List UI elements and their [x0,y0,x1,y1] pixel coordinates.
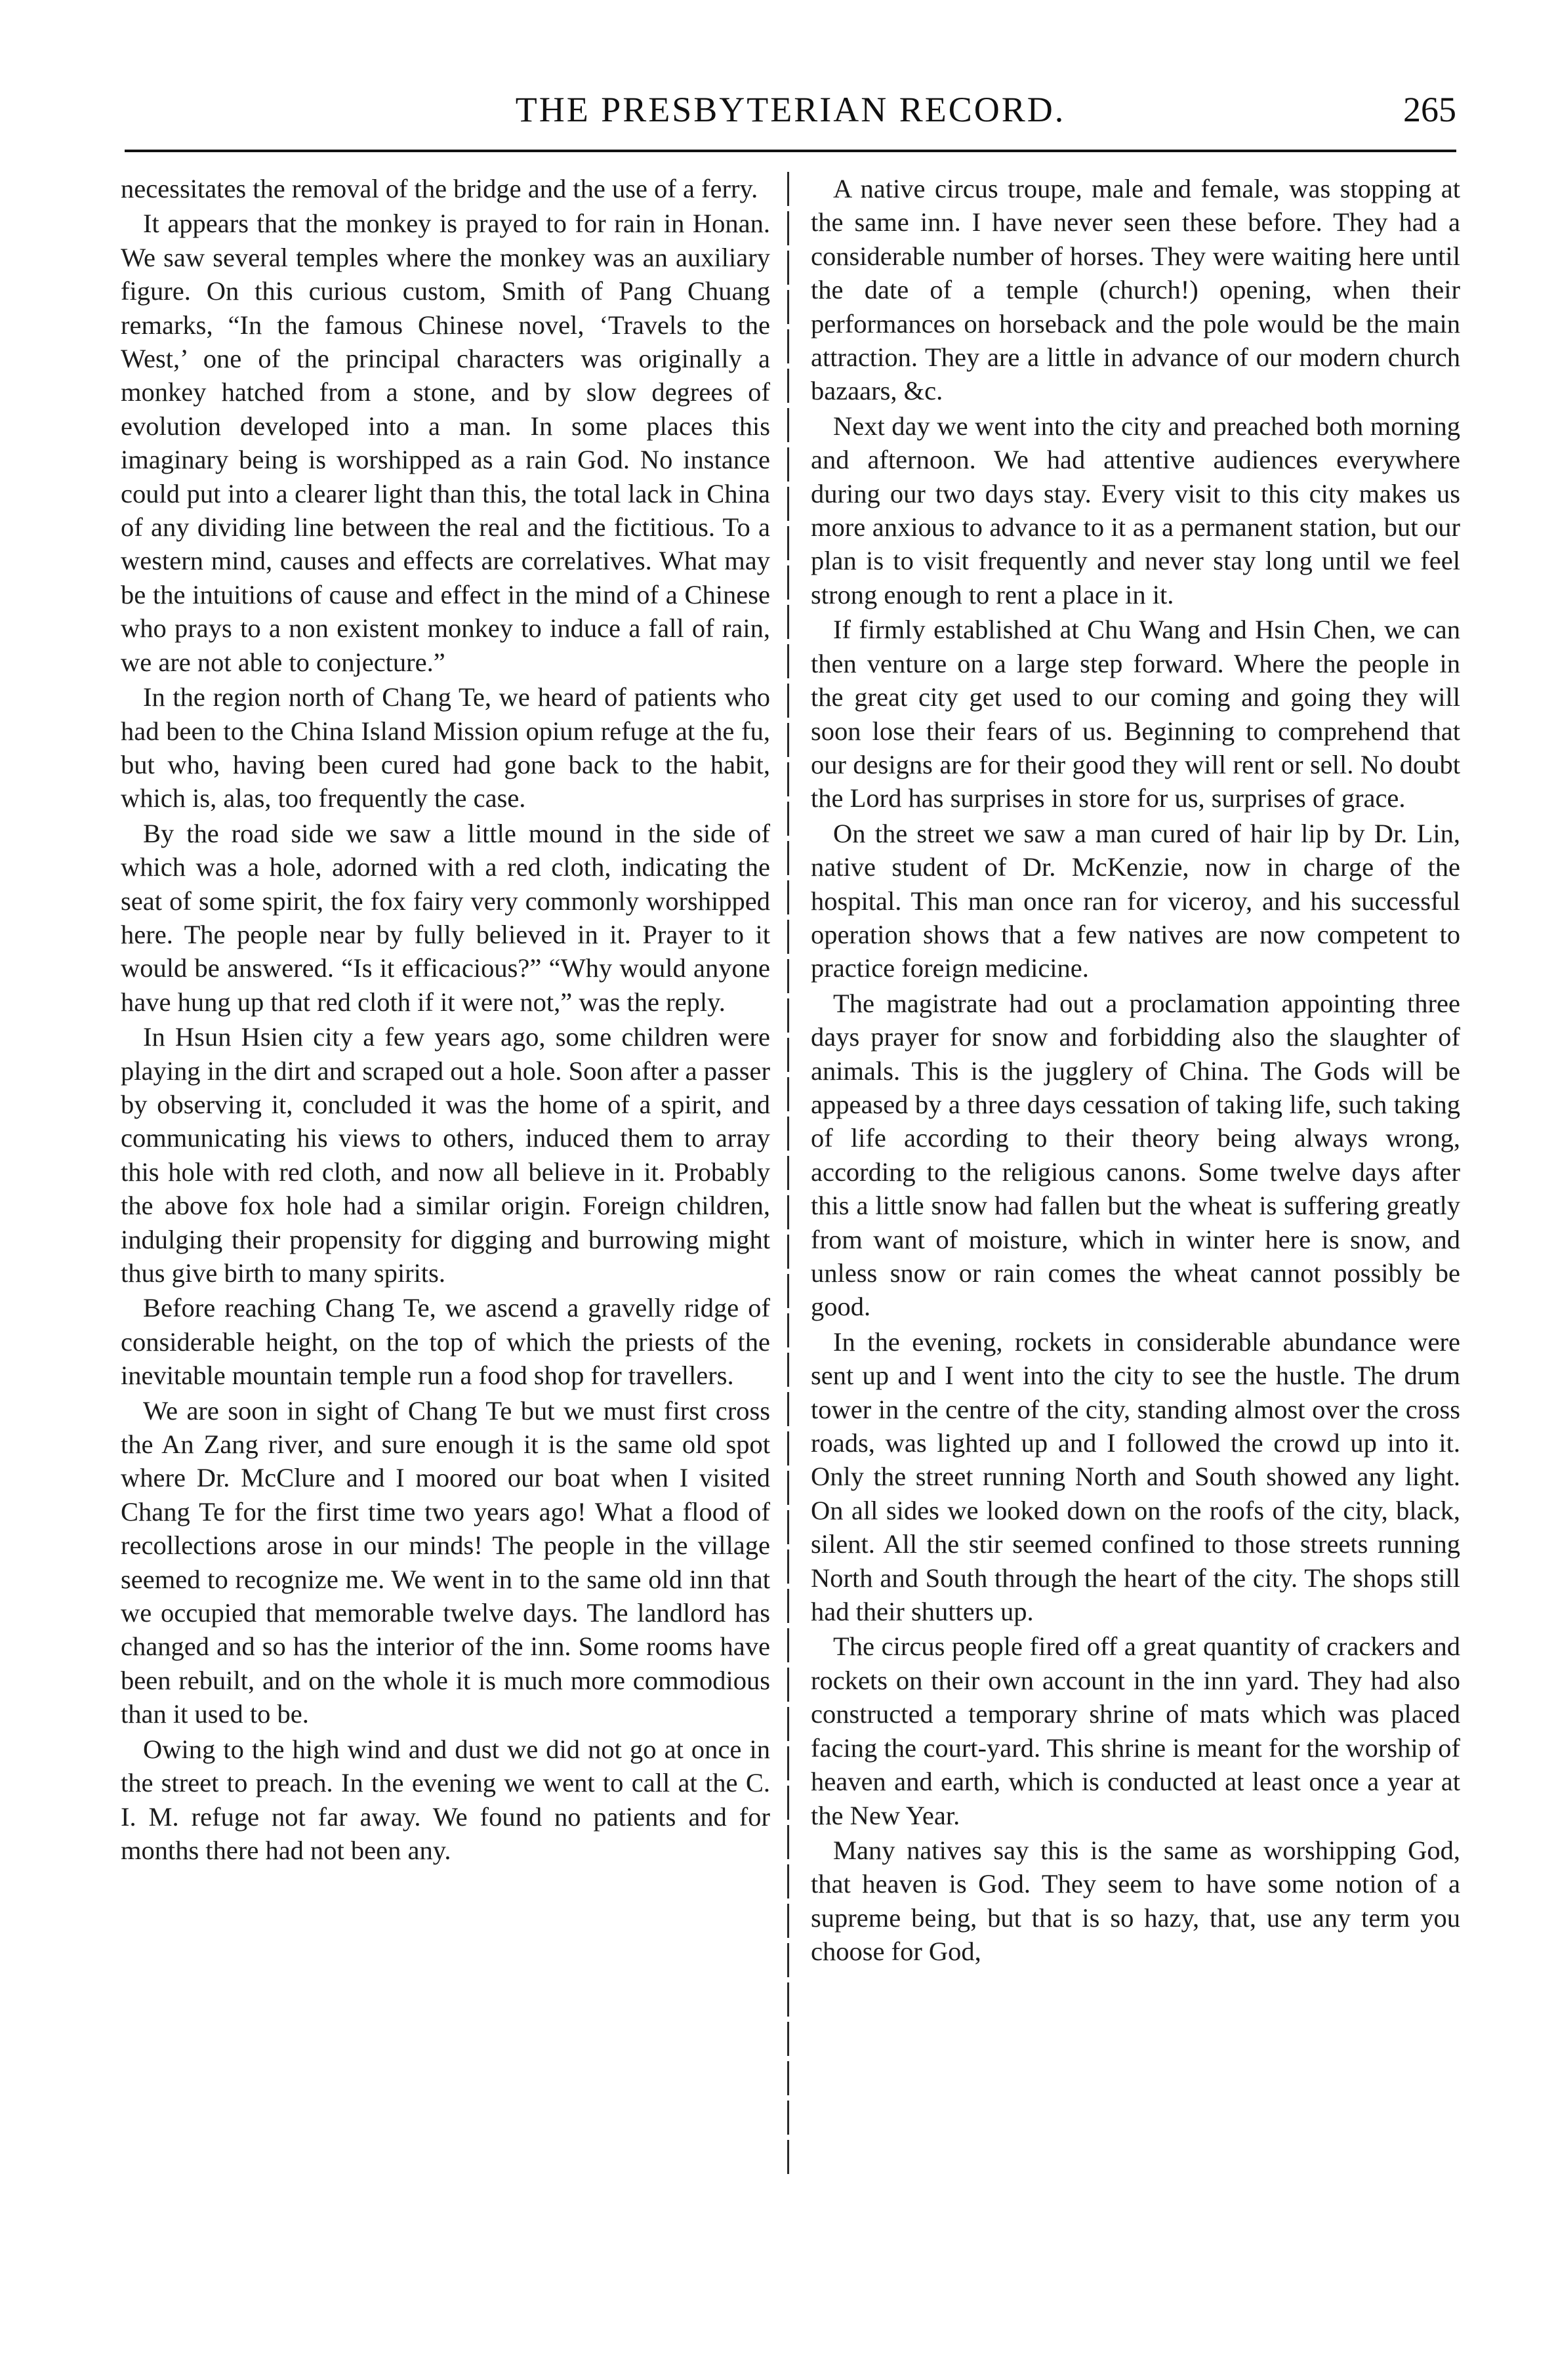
left-column [121,172,770,1868]
paragraph: The magistrate had out a proclamation appointing three days prayer for snow and forbidding also the slaughter of animals. This is the jugglery of China. The Gods will be appeased by a three days cessation of taking life, such taking of life according to their theory being always wrong, according to the religious canons. Some twelve days after this a little snow had fallen but the wheat is suffering greatly from want of moisture, which in winter here is snow, and unless snow or rain comes the wheat cannot possibly be good. [811,988,1460,1322]
paragraph: In the region north of Chang Te, we heard of patients who had been to the China Island Mission opium refuge at the fu, but who, having been cured had gone back to the habit, which is, alas, too frequently the case. [121,682,770,813]
paragraph: Next day we went into the city and preached both morning and afternoon. We had attentive audiences everywhere during our two days stay. Every visit to this city makes us more anxious to advance to it as a permanent station, but our plan is to visit frequently and never stay long until we feel strong enough to rent a place in it. [811,411,1460,609]
right-column [811,172,1460,1970]
paragraph: In the evening, rockets in considerable abundance were sent up and I went into the city to see the hustle. The drum tower in the centre of the city, standing almost over the cross roads, was lighted up and I followed the crowd up into it. Only the street running North and South showed any light. On all sides we looked down on the roofs of the city, black, silent. All the stir seemed confined to those streets running North and South through the heart of the city. The shops still had their shutters up. [811,1326,1460,1627]
paragraph: It appears that the monkey is prayed to for rain in Honan. We saw several temples where the monkey was an auxiliary figure. On this curious custom, Smith of Pang Chuang remarks, “In the famous Chinese novel, ‘Travels to the West,’ one of the principal characters was originally a monkey hatched from a stone, and by slow degrees of evolution developed into a man. In some places this imaginary being is worshipped as a rain God. No instance could put into a clearer light than this, the total lack in China of any dividing line between the real and the fictitious. To a western mind, causes and effects are correlatives. What may be the intuitions of cause and effect in the mind of a Chinese who prays to a non existent monkey to induce a fall of rain, we are not able to conjecture.” [121,209,770,677]
paragraph: We are soon in sight of Chang Te but we must first cross the An Zang river, and sure enough it is the same old spot where Dr. McClure and I moored our boat when I visited Chang Te for the first time two years ago! What a flood of recollections arose in our minds! The people in the village seemed to recognize me. We went in to the same old inn that we occupied that memorable twelve days. The landlord has changed and so has the interior of the inn. Some rooms have been rebuilt, and on the whole it is much more commodious than it used to be. [121,1395,770,1729]
paragraph: Many natives say this is the same as worshipping God, that heaven is God. They seem to have some notion of a supreme being, but that is so hazy, that, use any term you choose for God, [811,1835,1460,1967]
paragraph: Owing to the high wind and dust we did not go at once in the street to preach. In the evening we went to call at the C. I. M. refuge not far away. We found no patients and for months there had not been any. [121,1734,770,1865]
paragraph: By the road side we saw a little mound in the side of which was a hole, adorned with a red cloth, indicating the seat of some spirit, the fox fairy very commonly worshipped here. The people near by fully believed in it. Prayer to it would be answered. “Is it efficacious?” “Why would anyone have hung up that red cloth if it were not,” was the reply. [121,818,770,1017]
paragraph: If firmly established at Chu Wang and Hsin Chen, we can then venture on a large step forward. Where the people in the great city get used to our coming and going they will soon lose their fears of us. Beginning to comprehend that our designs are for their good they will rent or sell. No doubt the Lord has surprises in store for us, surprises of grace. [811,615,1460,813]
paragraph: On the street we saw a man cured of hair lip by Dr. Lin, native student of Dr. McKenzie, now in charge of the hospital. This man once ran for viceroy, and his successful operation shows that a few natives are now competent to practice foreign medicine. [811,818,1460,983]
paragraph: necessitates the removal of the bridge and the use of a ferry. [121,174,758,203]
paragraph: Before reaching Chang Te, we ascend a gravelly ridge of considerable height, on the top of which the priests of the inevitable mountain temple run a food shop for travellers. [121,1293,770,1391]
running-title: THE PRESBYTERIAN RECORD. [515,90,1066,129]
page-header [125,79,1456,138]
page-number: 265 [1403,90,1456,129]
paragraph: A native circus troupe, male and female, was stopping at the same inn. I have never seen these before. They had a considerable number of horses. They were waiting here until the date of a temple (church!) opening, when their performances on horseback and the pole would be the main attraction. They are a little in advance of our modern church bazaars, &c. [811,174,1460,406]
column-divider [787,172,789,2179]
paragraph: In Hsun Hsien city a few years ago, some children were playing in the dirt and scraped out a hole. Soon after a passer by observing it, concluded it was the home of a spirit, and communicating his views to others, induced them to array this hole with red cloth, and now all believe in it. Probably the above fox hole had a similar origin. Foreign children, indulging their propensity for digging and burrowing might thus give birth to many spirits. [121,1022,770,1288]
paragraph: The circus people fired off a great quantity of crackers and rockets on their own account in the inn yard. They had also constructed a temporary shrine of mats which was placed facing the court-yard. This shrine is meant for the worship of heaven and earth, which is conducted at least once a year at the New Year. [811,1631,1460,1830]
header-rule [125,150,1456,152]
